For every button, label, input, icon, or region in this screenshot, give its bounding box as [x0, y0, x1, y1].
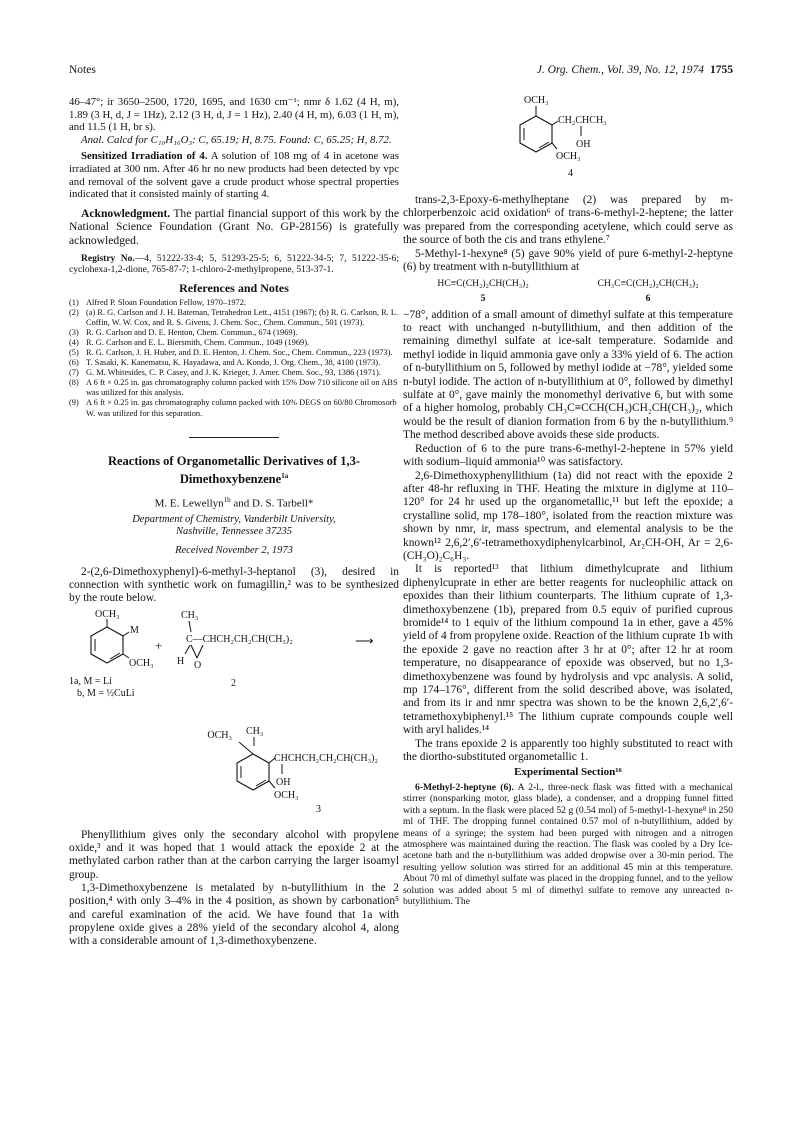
- registry-paragraph: [69, 254, 399, 276]
- s2-chain: C—CHCH₂CH₂CH(CH₃)₂: [186, 633, 293, 645]
- references-list: [69, 298, 399, 419]
- reference-item: [69, 328, 399, 338]
- right-column: [403, 94, 733, 908]
- s3-och3-bottom: OCH₃: [274, 789, 299, 801]
- affiliation-line-1: Department of Chemistry, Vanderbilt University,: [132, 514, 336, 526]
- trans-epoxide-paragraph: The trans epoxide 2 is apparently too highly substituted to react with the diortho-substituted organometallic 1.: [403, 737, 733, 764]
- title-footnote: 1a: [281, 471, 289, 480]
- s1-och3-top: OCH₃: [95, 608, 120, 620]
- s2-hydrogen: H: [177, 655, 185, 667]
- intro-paragraph: 2-(2,6-Dimethoxyphenyl)-6-methyl-3-heptanol (3), desired in connection with synthetic work on fumagillin,² was to be synthesized by the route below.: [69, 565, 399, 605]
- reference-text: T. Sasaki, K. Kanematsu, K. Hayadawa, and A. Kondo, J. Org. Chem., 38, 4100 (1973).: [86, 358, 381, 368]
- formula-5-number: 5: [480, 293, 486, 305]
- experimental-text: A 2-l., three-neck flask was fitted with a mechanical stirrer (nonsparking motor, glass blade), a condenser, and a dropping funnel fitted with a septum. In the flask were placed 52 g (0.54 mol) of 5-methyl-1-hexyne⁸ in 250 ml of THF. The dropping funnel contained 0.57 mol of n-butyllithium, added by means of a syringe; the system had been purged with nitrogen and a nitrogen atmosphere was maintained during the reaction. The flask was cooled by a Dry Ice-acetone bath and the n-butyllithium was added dropwise over a 30-min period. The resulting yellow solution was stirred for an additional 45 min at this temperature. About 70 ml of dimethyl sulfate was placed in the dropping funnel, and to the yellow solution was added about 5 ml of dimethyl sulfate to remove any unreacted n-butyllithium. The: [403, 782, 734, 908]
- journal-citation: J. Org. Chem., Vol. 39, No. 12, 1974: [536, 64, 704, 76]
- reference-text: Alfred P. Sloan Foundation Fellow, 1970–1972.: [86, 297, 246, 307]
- benzene-ring-4: [520, 116, 552, 152]
- formula-5: [437, 278, 528, 305]
- registry-text: —4, 51222-33-4; 5, 51293-25-5; 6, 51222-34-5; 7, 51222-35-6; cyclohexa-1,2-dione, 765-87-7; 1-chloro-2-methylpropene, 513-37-1.: [69, 253, 399, 275]
- analysis-paragraph: [69, 134, 399, 147]
- sensitized-text: A solution of 108 mg of 4 in acetone was irradiated at 300 nm. After 46 hr no new products had been detected by vpc and removal of the solvent gave a crude product whose spectral properties indicated that it consisted mainly of starting 4.: [69, 150, 399, 201]
- formula-5-text: HC≡C(CH₂)₂CH(CH₃)₂: [437, 278, 529, 290]
- reference-item: [69, 308, 399, 328]
- epoxy-paragraph: trans-2,3-Epoxy-6-methylheptane (2) was prepared by m-chlorperbenzoic acid oxidation⁶ of trans-6-methyl-2-heptene; the latter was prepared from the corresponding acetylene, which could serve as the source of both the cis and trans ethylene.⁷: [403, 194, 733, 247]
- running-header-journal: [537, 64, 733, 76]
- s4-oh: OH: [576, 139, 591, 150]
- reaction-arrow: ⟶: [355, 632, 374, 648]
- running-header-section: Notes: [69, 64, 96, 76]
- cuprate-paragraph: It is reported¹³ that lithium dimethylcuprate and lithium diphenylcuprate in ether are better reagents for nucleophilic attack on epoxides than their lithium counterparts. The lithium cuprate of 1,3-dimethoxybenzene (1b), prepared from 0.5 equiv of purified cuprous bromide¹⁴ to 1 equiv of the lithium compound 1a in ether, gave a 45% yield of 4 from propylene oxide. Reaction of the lithium cuprate 1b with the epoxide 2 gave no reaction after 3 hr at 0°; after 12 hr at room temperature, no disappearance of epoxide was observed, but no 1,3-dimethoxybenzene was found by hydrolysis and vpc analysis. A solid, mp 174–176°, different from the solid described above, was isolated, and from its ir and nmr spectra was shown to be the known 2,6,2′,6′-tetramethoxybiphenyl.¹⁵ The lithium cuprate compounds couple well with aryl halides.¹⁴: [403, 563, 733, 737]
- registry-heading: Registry No.: [81, 253, 135, 264]
- section-divider: [189, 437, 279, 438]
- reference-text: G. M. Whitesides, C. P. Casey, and J. K. Krieger, J. Amer. Chem. Soc., 93, 1386 (1971).: [86, 368, 381, 378]
- formula-row: [403, 278, 733, 305]
- author-2: and D. S. Tarbell*: [230, 497, 314, 510]
- reference-number: (7): [69, 368, 79, 378]
- reference-item: [69, 298, 399, 308]
- benzene-ring-3: [237, 754, 269, 790]
- s3-och3-top: OCH₃: [207, 729, 232, 741]
- s1-och3-bottom: OCH₃: [129, 657, 154, 669]
- compound-4-structure: [468, 94, 668, 192]
- reference-item: [69, 358, 399, 368]
- affiliation-line-2: Nashville, Tennessee 37235: [176, 526, 292, 538]
- reference-number: (9): [69, 398, 79, 408]
- s1-label-a: 1a, M = Li: [69, 675, 112, 687]
- received-date: Received November 2, 1973: [175, 545, 293, 557]
- formula-6-text: CH₃C≡C(CH₂)₂CH(CH₃)₂: [597, 278, 699, 290]
- sensitized-heading: Sensitized Irradiation of 4.: [81, 150, 208, 163]
- formula-6-number: 6: [645, 293, 651, 305]
- page-number: 1755: [710, 64, 733, 76]
- reduction-paragraph: Reduction of 6 to the pure trans-6-methyl-2-heptene in 57% yield with sodium–liquid ammonia¹⁰ was satisfactory.: [403, 442, 733, 469]
- analysis-text: Anal. Calcd for C₁₀H₁₆O₃: C, 65.19; H, 8.75. Found: C, 65.25; H, 8.72.: [81, 133, 392, 146]
- reference-number: (1): [69, 297, 79, 307]
- procedure-paragraph: −78°, addition of a small amount of dimethyl sulfate at this temperature to react with unchanged n-butyllithium, and then addition of the remaining dimethyl sulfate at ice-salt temperature. Sodamide and methyl iodide in liquid ammonia gave only a 33% yield of 6. The action of n-butyllithium on 5, followed by methyl iodide at −78°, yielded some n-butyl iodide. The action of n-butyllithium at 0°, followed by dimethyl sulfate at 0°, gave mainly the monomethyl derivative 6, but with some of a higher homolog, probably CH₃C≡CCH(CH₃)CH₂CH(CH₃)₂, which would be the result of dianion formation from 6 by the n-butyllithium.⁹ The method described above avoids these side products.: [403, 308, 733, 442]
- phenyllithium-paragraph: Phenyllithium gives only the secondary alcohol with propylene oxide,³ and it was hoped that 1 would attack the epoxide 2 at the methylated carbon rather than at the carbon carrying the larger isoamyl group.: [69, 828, 399, 881]
- article-title: [69, 454, 399, 487]
- reference-item: [69, 398, 399, 418]
- reference-item: [69, 338, 399, 348]
- reference-number: (4): [69, 337, 79, 347]
- acknowledgment-paragraph: [69, 207, 399, 248]
- s3-chain: CHCHCH₂CH₂CH(CH₃)₂: [274, 752, 378, 764]
- s2-number: 2: [231, 677, 236, 689]
- left-column: [69, 96, 399, 949]
- experimental-paragraph: [403, 782, 733, 907]
- s1-metal: M: [130, 624, 139, 636]
- reference-text: R. G. Carlson, J. H. Huber, and D. E. Henton, J. Chem. Soc., Chem. Commun., 223 (1973).: [86, 348, 393, 357]
- hexyne-paragraph: 5-Methyl-1-hexyne⁸ (5) gave 90% yield of pure 6-methyl-2-heptyne (6) by treatment with n-butyllithium at: [403, 247, 733, 274]
- reference-text: A 6 ft × 0.25 in. gas chromatography column packed with 10% DEGS on 60/80 Chromosorb W. was utilized for this separation.: [86, 398, 397, 418]
- s3-number: 3: [316, 803, 321, 815]
- s3-ch3: CH₃: [246, 725, 264, 737]
- reference-text: A 6 ft × 0.25 in. gas chromatography column packed with 15% Dow 710 silicone oil on ABS was utilized for this analysis.: [86, 378, 398, 398]
- reference-number: (8): [69, 378, 79, 388]
- spectral-data-paragraph: 46–47°; ir 3650–2500, 1720, 1695, and 1630 cm⁻¹; nmr δ 1.62 (4 H, m), 1.89 (3 H, d, J = 1Hz), 2.12 (3 H, d, J = 1 Hz), 2.40 (4 H, m), 6.03 (1 H, m), and 11.5 (1 H, br s).: [69, 96, 399, 134]
- s4-chain: CH₂CHCH₃: [558, 115, 607, 126]
- reference-text: (a) R. G. Carlson and J. H. Bateman, Tetrahedron Lett., 4151 (1967); (b) R. G. Carlson, R. L. Coffin, W. W. Cox, and R. S. Givens, J. Chem. Soc., Chem. Commun., 501 (1973).: [86, 307, 399, 327]
- reference-text: R. G. Carlson and E. L. Biersmith, Chem. Commun., 1049 (1969).: [86, 337, 310, 347]
- affiliation: [69, 514, 399, 538]
- s2-oxygen: O: [194, 659, 202, 671]
- reference-item: [69, 378, 399, 398]
- reference-text: R. G. Carlson and D. E. Henton, Chem. Commun., 674 (1969).: [86, 327, 298, 337]
- reference-number: (2): [69, 307, 79, 317]
- reference-number: (5): [69, 348, 79, 357]
- authors: [69, 494, 399, 510]
- plus-sign: +: [155, 637, 163, 653]
- s3-oh: OH: [276, 776, 291, 788]
- experimental-subheading: 6-Methyl-2-heptyne (6).: [415, 782, 514, 794]
- s4-och3-bottom: OCH₃: [556, 151, 581, 162]
- reference-item: [69, 348, 399, 358]
- s1-label-b: b, M = ½CuLi: [77, 687, 135, 699]
- reference-number: (6): [69, 358, 79, 368]
- benzene-ring-1: [91, 627, 123, 663]
- author-1: M. E. Lewellyn: [154, 497, 224, 510]
- article-title-text: Reactions of Organometallic Derivatives of 1,3-Dimethoxybenzene: [107, 453, 361, 486]
- s4-och3-top: OCH₃: [524, 95, 549, 106]
- sensitized-irradiation-paragraph: [69, 150, 399, 200]
- reference-number: (3): [69, 327, 79, 337]
- s2-ch3: CH₃: [181, 609, 199, 621]
- formula-6: [598, 278, 699, 305]
- acknowledgment-heading: Acknowledgment.: [81, 206, 171, 220]
- dimethoxyphenyllithium-paragraph: 2,6-Dimethoxyphenyllithium (1a) did not react with the epoxide 2 after 48-hr refluxing in THF. Heating the mixture in diglyme at 110–120° for 24 hr used up the organometallic,¹¹ but left the epoxide; a crystalline solid, mp 178–180°, isolated from the reaction mixture was shown by nmr, ir, mass spectrum, and elemental analysis to be the known¹² 2,6,2′,6′-tetramethoxydiphenylcarbinol, Ar₂CH-OH, Ar = 2,6-(CH₃O)₂C₆H₃.: [403, 469, 733, 562]
- reference-item: [69, 368, 399, 378]
- acknowledgment-text: The partial financial support of this work by the National Science Foundation (Grant No. GP-28156) is gratefully acknowledged.: [69, 206, 399, 247]
- s4-number: 4: [568, 168, 573, 179]
- author-1-footnote: 1b: [223, 495, 231, 504]
- metalation-paragraph: 1,3-Dimethoxybenzene is metalated by n-butyllithium in the 2 position,⁴ with only 3–4% in the 4 position, as shown by carbonation⁵ and careful examination of the acid. We have found that 1a with propylene oxide gives a 28% yield of the secondary alcohol 4, along with a considerable amount of 1,3-dimethoxybenzene.: [69, 882, 399, 948]
- references-heading: References and Notes: [179, 280, 289, 295]
- experimental-heading: Experimental Section¹⁶: [514, 766, 622, 779]
